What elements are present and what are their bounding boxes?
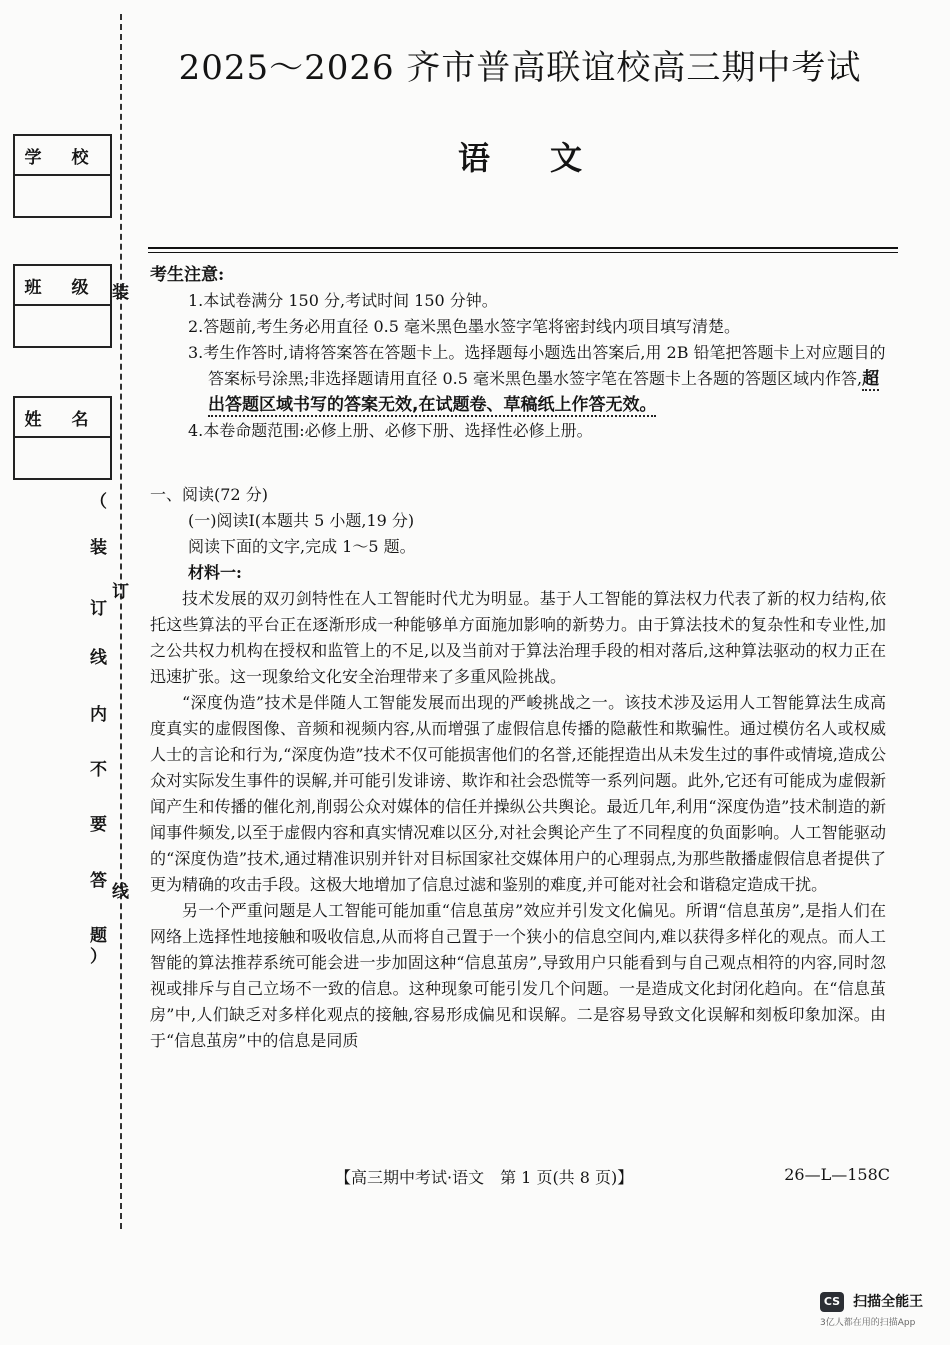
reading-instruction: 阅读下面的文字,完成 1～5 题。	[188, 537, 416, 556]
school-label: 学 校	[15, 136, 110, 176]
binding-char-zhuang: 装	[112, 283, 129, 303]
warning-char: 装	[90, 538, 107, 558]
notice-item-3	[150, 340, 890, 418]
notice-heading: 考生注意:	[150, 265, 225, 285]
header-rule	[148, 247, 898, 249]
reading-section	[150, 482, 886, 1054]
notice-item-3-text: 3.考生作答时,请将答案答在答题卡上。选择题每小题选出答案后,用 2B 铅笔把答题卡上对应题目的答案标号涂黑;非选择题请用直径 0.5 毫米黑色墨水签字笔在答题卡上各题的答题区域内作答,	[188, 343, 886, 388]
warning-char: 订	[90, 599, 107, 619]
class-blank[interactable]	[15, 306, 110, 346]
exam-title: 2025～2026 齐市普高联谊校高三期中考试	[178, 48, 862, 88]
name-blank[interactable]	[15, 438, 110, 478]
warning-char: 要	[90, 815, 107, 835]
subsection-heading: (一)阅读Ⅰ(本题共 5 小题,19 分)	[188, 511, 415, 530]
footer-page-info: 【高三期中考试·语文 第 1 页(共 8 页)】	[335, 1168, 634, 1187]
warning-char: 答	[90, 871, 107, 891]
material-label: 材料一:	[188, 563, 242, 582]
class-field[interactable]	[13, 264, 112, 348]
notice-item-3-emphasis: 超出答题区域书写的答案无效,在试题卷、草稿纸上作答无效。	[208, 369, 880, 415]
warning-char: 不	[90, 760, 107, 780]
watermark-tagline: 3亿人都在用的扫描App	[820, 1318, 916, 1328]
warning-char: 线	[90, 648, 107, 668]
warning-char: 内	[90, 705, 107, 725]
school-blank[interactable]	[15, 176, 110, 216]
footer-code: 26—L—158C	[784, 1165, 890, 1184]
header-rule-thin	[148, 252, 898, 253]
section-heading: 一、阅读(72 分)	[150, 485, 268, 504]
name-field[interactable]	[13, 396, 112, 480]
notice-item-2: 2.答题前,考生务必用直径 0.5 毫米黑色墨水签字笔将密封线内项目填写清楚。	[188, 317, 740, 336]
notice-item-1: 1.本试卷满分 150 分,考试时间 150 分钟。	[188, 291, 498, 310]
binding-char-ding: 订	[112, 582, 129, 602]
subject-title: 语文	[457, 139, 642, 177]
notice-item-4: 4.本卷命题范围:必修上册、必修下册、选择性必修上册。	[188, 421, 593, 440]
school-field[interactable]	[13, 134, 112, 218]
warning-char: （	[90, 492, 107, 512]
warning-char: 题	[90, 926, 107, 946]
watermark-name: 扫描全能王	[853, 1293, 924, 1310]
paragraph-2: “深度伪造”技术是伴随人工智能发展而出现的严峻挑战之一。该技术涉及运用人工智能算法生成高度真实的虚假图像、音频和视频内容,从而增强了虚假信息传播的隐蔽性和欺骗性。通过模仿名人或权威人士的言论和行为,“深度伪造”技术不仅可能损害他们的名誉,还能捏造出从未发生过的事件或情境,造成公众对实际发生事件的误解,并可能引发诽谤、欺诈和社会恐慌等一系列问题。此外,它还有可能成为虚假新闻产生和传播的催化剂,削弱公众对媒体的信任并操纵公共舆论。最近几年,利用“深度伪造”技术制造的新闻事件频发,以至于虚假内容和真实情况难以区分,对社会舆论产生了不同程度的负面影响。人工智能驱动的“深度伪造”技术,通过精准识别并针对目标国家社交媒体用户的心理弱点,为那些散播虚假信息者提供了更为精确的攻击手段。这极大地增加了信息过滤和鉴别的难度,并可能对社会和谐稳定造成干扰。	[150, 693, 886, 894]
exam-notice	[150, 262, 890, 444]
scanner-watermark	[820, 1290, 923, 1328]
paragraph-3: 另一个严重问题是人工智能可能加重“信息茧房”效应并引发文化偏见。所谓“信息茧房”,是指人们在网络上选择性地接触和吸收信息,从而将自己置于一个狭小的信息空间内,难以获得多样化的观点。而人工智能的算法推荐系统可能会进一步加固这种“信息茧房”,导致用户只能看到与自己观点相符的内容,同时忽视或排斥与自己立场不一致的信息。这种现象可能引发几个问题。一是造成文化封闭化趋向。在“信息茧房”中,人们缺乏对多样化观点的接触,容易形成偏见和误解。二是容易导致文化误解和刻板印象加深。由于“信息茧房”中的信息是同质	[150, 901, 886, 1050]
camscanner-logo-icon: CS	[820, 1292, 844, 1312]
binding-char-xian: 线	[112, 882, 129, 902]
warning-char: ）	[90, 947, 107, 967]
binding-dashed-line	[120, 14, 122, 1229]
class-label: 班 级	[15, 266, 110, 306]
name-label: 姓 名	[15, 398, 110, 438]
paragraph-1: 技术发展的双刃剑特性在人工智能时代尤为明显。基于人工智能的算法权力代表了新的权力结构,依托这些算法的平台正在逐渐形成一种能够单方面施加影响的新势力。由于算法技术的复杂性和专业性,加之公共权力机构在授权和监管上的不足,以及当前对于算法治理手段的相对落后,这种算法驱动的权力正在迅速扩张。这一现象给文化安全治理带来了多重风险挑战。	[150, 589, 886, 686]
